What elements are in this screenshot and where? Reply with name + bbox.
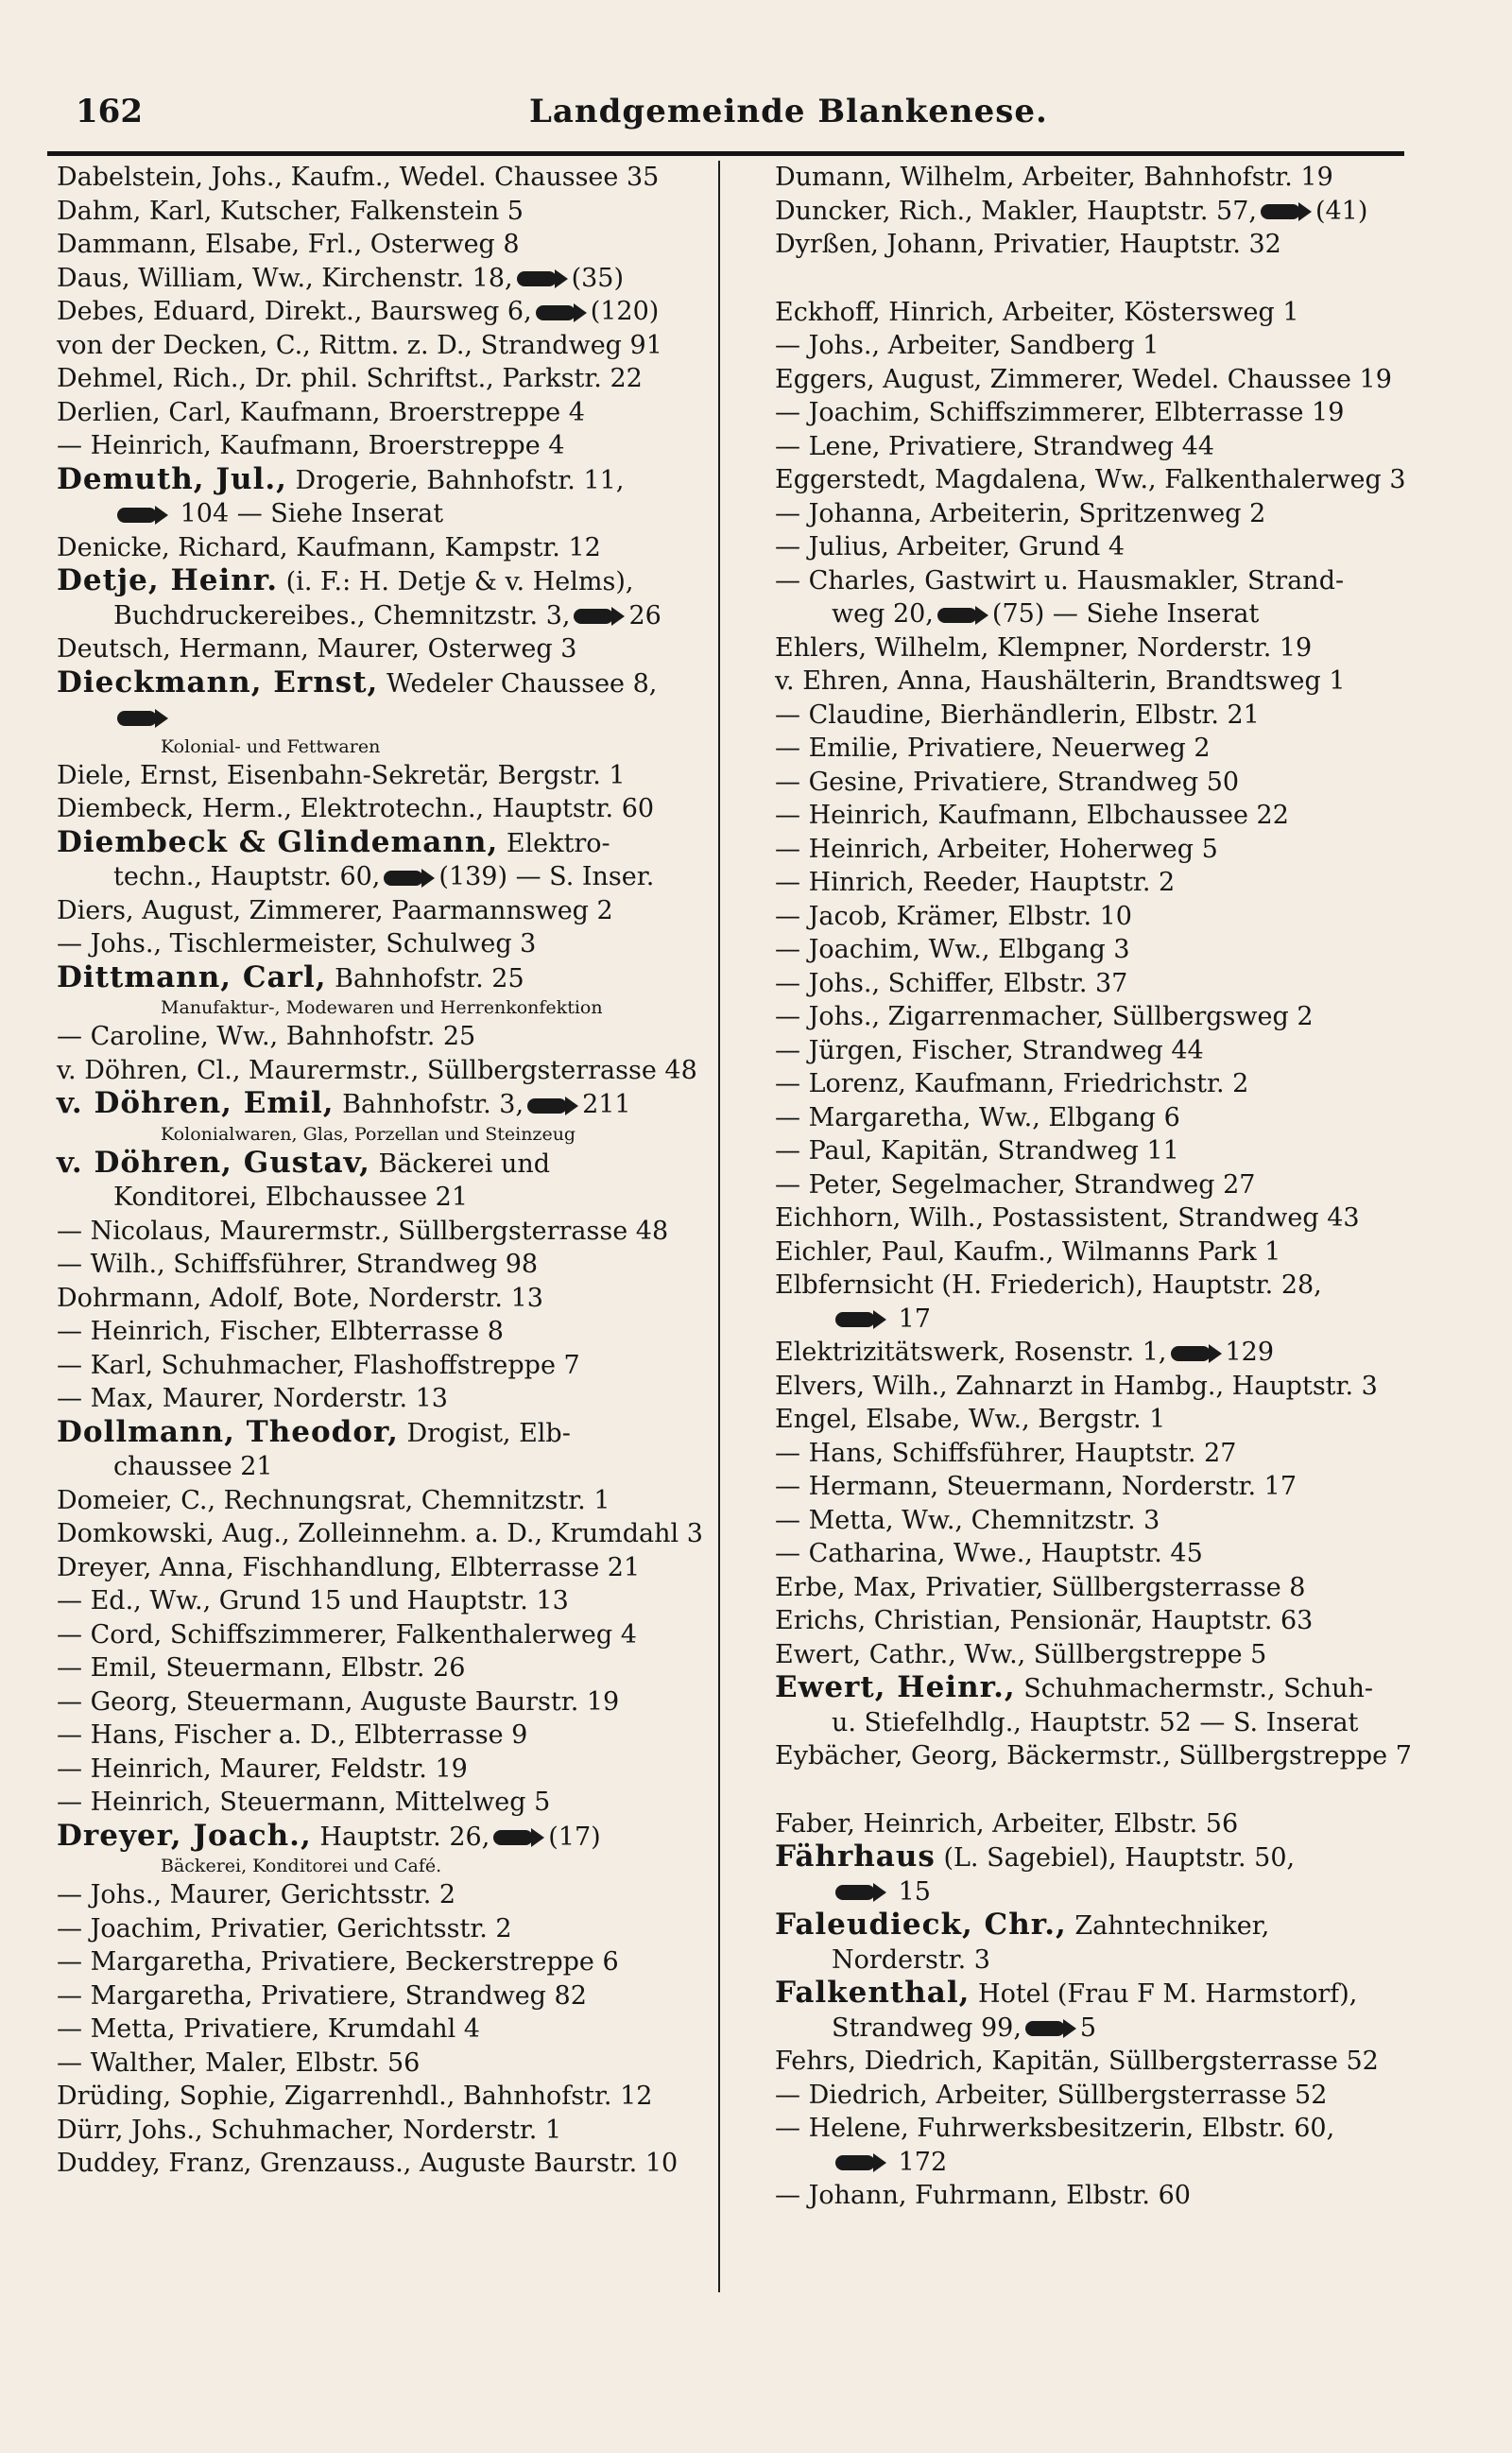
directory-entry [775,1000,1436,1034]
directory-entry [57,666,718,701]
entry-text: Fehrs, Diedrich, Kapitän, Süllbergsterrasse 52 [775,2047,1379,2076]
entry-text: Dürr, Johs., Schuhmacher, Norderstr. 1 [57,2115,562,2145]
directory-entry [57,826,718,861]
entry-text: — Diedrich, Arbeiter, Süllbergsterrasse 52 [775,2080,1328,2110]
entry-text: Denicke, Richard, Kaufmann, Kampstr. 12 [57,532,601,562]
entry-text: Dohrmann, Adolf, Bote, Norderstr. 13 [57,1283,543,1313]
entry-text: Dreyer, Anna, Fischhandlung, Elbterrasse 21 [57,1552,641,1582]
directory-entry [57,1912,718,1946]
running-title: Landgemeinde Blankenese. [529,93,1048,130]
directory-entry [57,1820,718,1855]
directory-entry [775,1403,1436,1437]
entry-text: Faber, Heinrich, Arbeiter, Elbstr. 56 [775,1808,1239,1839]
directory-entry [57,632,718,666]
entry-text: — Emilie, Privatiere, Neuerweg 2 [775,734,1211,763]
directory-entry [775,1807,1436,1841]
telephone-number: (17) [548,1822,601,1852]
directory-entry [775,665,1436,699]
left-column [57,161,718,2181]
entry-name-bold: Detje, Heinr. [57,563,279,597]
directory-entry [57,1416,718,1451]
directory-entry [57,329,718,363]
directory-entry [775,732,1436,766]
telephone-pointer-icon [493,1828,544,1847]
telephone-pointer-icon [384,869,435,888]
page-number: 162 [76,93,143,130]
directory-entry [57,564,718,599]
entry-text: Drogerie, Bahnhofstr. 11, [286,465,625,495]
directory-entry [775,228,1436,262]
entry-name-bold: Dieckmann, Ernst, [57,665,379,700]
entry-text: — Metta, Privatiere, Krumdahl 4 [57,2014,480,2044]
entry-text: — Lene, Privatiere, Strandweg 44 [775,431,1214,461]
entry-text: — Heinrich, Kaufmann, Broerstreppe 4 [57,431,565,460]
directory-entry [775,1101,1436,1135]
telephone-number: (75) — Siehe Inserat [991,599,1260,629]
directory-entry [57,894,718,928]
directory-entry [775,564,1436,598]
directory-entry [775,1671,1436,1706]
directory-entry [775,1604,1436,1638]
directory-entry [775,1067,1436,1101]
directory-entry [57,2114,718,2148]
entry-name-bold: Ewert, Heinr., [775,1670,1016,1704]
directory-entry [775,430,1436,464]
directory-entry [775,1977,1436,2012]
directory-entry [775,195,1436,229]
entry-text: Drogist, Elb- [398,1418,571,1448]
entry-text: — Johs., Arbeiter, Sandberg 1 [775,331,1160,360]
entry-text: Duncker, Rich., Makler, Hauptstr. 57, [775,196,1257,226]
telephone-pointer-icon [1025,2019,1076,2038]
telephone-pointer-icon [574,607,625,626]
telephone-number: 26 [628,600,662,631]
telephone-number: 211 [582,1090,631,1119]
entry-name-bold: Falkenthal, [775,1976,971,2010]
entry-text: weg 20, [832,599,934,629]
entry-text: Zahntechniker, [1066,1911,1270,1941]
directory-entry-continuation [775,2012,1436,2046]
entry-text: — Peter, Segelmacher, Strandweg 27 [775,1169,1256,1200]
entry-text: 172 [890,2147,948,2177]
entry-name-bold: Faleudieck, Chr., [775,1908,1067,1942]
entry-text: Strandweg 99, [832,2012,1022,2043]
directory-entry [57,1719,718,1753]
directory-entry [775,497,1436,531]
entry-text: — Georg, Steuermann, Auguste Baurstr. 19 [57,1686,620,1717]
directory-entry [57,1517,718,1551]
entry-text: Derlien, Carl, Kaufmann, Broerstreppe 4 [57,397,585,427]
directory-entry-continuation [57,1450,718,1484]
telephone-number: (41) [1314,196,1368,226]
entry-text: — Margaretha, Privatiere, Strandweg 82 [57,1980,587,2011]
telephone-pointer-icon [835,1883,886,1902]
entry-text: Eybächer, Georg, Bäckermstr., Süllbergstreppe 7 [775,1741,1412,1771]
directory-entry [57,429,718,463]
directory-entry [57,531,718,565]
entry-text: — Gesine, Privatiere, Strandweg 50 [775,767,1240,797]
page-header [76,93,1399,140]
entry-name-bold: Diembeck & Glindemann, [57,824,499,859]
directory-entry [775,1168,1436,1202]
entry-text: — Max, Maurer, Norderstr. 13 [57,1384,448,1413]
entry-text: Diele, Ernst, Eisenbahn-Sekretär, Bergstr. 1 [57,760,626,790]
entry-text: Deutsch, Hermann, Maurer, Osterweg 3 [57,634,577,664]
entry-text: — Ed., Ww., Grund 15 und Hauptstr. 13 [57,1586,569,1615]
directory-entry [775,1909,1436,1943]
entry-text: — Claudine, Bierhändlerin, Elbstr. 21 [775,700,1260,730]
entry-text: — Nicolaus, Maurermstr., Süllbergsterrasse 48 [57,1216,669,1246]
directory-entry [57,1315,718,1349]
directory-entry [57,362,718,396]
entry-text: Eichler, Paul, Kaufm., Wilmanns Park 1 [775,1236,1281,1267]
directory-entry [57,1753,718,1787]
entry-text: Hauptstr. 26, [311,1822,490,1852]
directory-entry [57,1551,718,1585]
directory-entry [775,161,1436,195]
section-gap [775,262,1436,296]
entry-text: — Johs., Tischlermeister, Schulweg 3 [57,929,537,959]
entry-text: — Walther, Maler, Elbstr. 56 [57,2047,421,2078]
entry-text: — Heinrich, Kaufmann, Elbchaussee 22 [775,801,1289,830]
entry-name-bold: Dollmann, Theodor, [57,1414,399,1449]
entry-text: v. Döhren, Cl., Maurermstr., Süllbergsterrasse 48 [57,1055,697,1085]
entry-text: — Johs., Zigarrenmacher, Süllbergsweg 2 [775,1002,1314,1031]
telephone-number: (35) [571,263,625,293]
entry-text: Norderstr. 3 [832,1944,990,1975]
directory-entry [775,766,1436,800]
directory-entry [775,699,1436,733]
entry-text: — Jürgen, Fischer, Strandweg 44 [775,1035,1204,1065]
directory-entry [775,1235,1436,1270]
entry-text: Dyrßen, Johann, Privatier, Hauptstr. 32 [775,230,1281,259]
entry-text: u. Stiefelhdlg., Hauptstr. 52 — S. Inserat [832,1707,1359,1737]
entry-text: Domkowski, Aug., Zolleinnehm. a. D., Krumdahl 3 [57,1519,703,1548]
entry-text: — Heinrich, Arbeiter, Hoherweg 5 [775,834,1218,864]
directory-entry [57,927,718,961]
directory-entry [775,1840,1436,1875]
directory-entry [775,1336,1436,1370]
directory-entry-continuation [57,1181,718,1215]
telephone-pointer-icon [536,303,587,322]
entry-text: Duddey, Franz, Grenzauss., Auguste Baurstr. 10 [57,2149,679,2178]
entry-text: — Catharina, Wwe., Hauptstr. 45 [775,1539,1203,1568]
directory-entry [775,296,1436,330]
section-gap [775,1773,1436,1807]
entry-name-bold: Demuth, Jul., [57,461,287,496]
directory-entry [775,833,1436,867]
business-note: Manufaktur-, Modewaren und Herrenkonfektion [161,997,603,1018]
directory-entry [57,1584,718,1618]
directory-entry [57,792,718,826]
entry-text: — Hans, Schiffsführer, Hauptstr. 27 [775,1438,1237,1468]
entry-text: Debes, Eduard, Direkt., Baursweg 6, [57,297,532,326]
entry-text: — Joachim, Privatier, Gerichtsstr. 2 [57,1913,512,1943]
directory-entry-continuation [57,599,718,633]
directory-entry [57,463,718,498]
entry-text: Konditorei, Elbchaussee 21 [113,1183,469,1212]
entry-text: — Cord, Schiffszimmerer, Falkenthalerweg 4 [57,1619,637,1650]
telephone-pointer-icon [937,606,988,625]
entry-text: Daus, William, Ww., Kirchenstr. 18, [57,263,513,293]
directory-entry [775,799,1436,833]
entry-text: — Lorenz, Kaufmann, Friedrichstr. 2 [775,1069,1249,1098]
directory-entry [775,1034,1436,1068]
entry-text: Bahnhofstr. 3, [334,1090,524,1119]
directory-entry [775,530,1436,564]
entry-text: Eichhorn, Wilh., Postassistent, Strandweg 43 [775,1203,1360,1233]
directory-entry [57,1484,718,1518]
entry-text: 17 [890,1304,931,1334]
directory-entry [775,2179,1436,2213]
entry-text: — Emil, Steuermann, Elbstr. 26 [57,1653,466,1683]
entry-text: Elektrizitätswerk, Rosenstr. 1, [775,1338,1167,1367]
directory-entry [57,1349,718,1383]
directory-entry [57,1878,718,1912]
directory-entry [57,1786,718,1820]
telephone-pointer-icon [117,709,168,728]
entry-text: techn., Hauptstr. 60, [113,862,381,891]
directory-entry-continuation [775,1875,1436,1909]
directory-entry [775,2112,1436,2146]
directory-entry [57,2147,718,2181]
entry-text: — Karl, Schuhmacher, Flashoffstreppe 7 [57,1350,580,1380]
directory-entry [775,1201,1436,1235]
entry-text: v. Ehren, Anna, Haushälterin, Brandtsweg 1 [775,666,1346,696]
header-rule [47,151,1404,156]
directory-entry [775,1537,1436,1571]
entry-text: Dammann, Elsabe, Frl., Osterweg 8 [57,230,520,259]
business-note: Kolonial- und Fettwaren [161,735,381,757]
entry-text: Wedeler Chaussee 8, [378,668,658,699]
entry-text: — Julius, Arbeiter, Grund 4 [775,532,1125,561]
directory-entry [775,1437,1436,1471]
entry-text: — Hans, Fischer a. D., Elbterrasse 9 [57,1720,528,1750]
telephone-pointer-icon [835,1310,886,1329]
entry-text: chaussee 21 [113,1452,273,1481]
directory-entry [775,1269,1436,1303]
directory-entry [57,295,718,329]
entry-name-bold: Fährhaus [775,1840,936,1874]
directory-entry-continuation [775,1706,1436,1740]
entry-text: (L. Sagebiel), Hauptstr. 50, [935,1843,1296,1873]
directory-entry [775,866,1436,900]
entry-text: — Johanna, Arbeiterin, Spritzenweg 2 [775,498,1266,528]
entry-name-bold: v. Döhren, Emil, [57,1086,335,1120]
directory-entry [57,396,718,430]
entry-text: Eckhoff, Hinrich, Arbeiter, Köstersweg 1 [775,297,1299,327]
directory-entry [57,759,718,793]
entry-text: — Joachim, Schiffszimmerer, Elbterrasse 19 [775,398,1345,427]
entry-name-bold: Dreyer, Joach., [57,1818,312,1853]
entry-text: — Joachim, Ww., Elbgang 3 [775,935,1130,964]
directory-entry [775,1504,1436,1538]
directory-entry [57,1618,718,1652]
entry-text: Diembeck, Herm., Elektrotechn., Hauptstr. 60 [57,794,655,823]
directory-entry [57,1945,718,1979]
directory-entry-continuation [775,1943,1436,1978]
directory-entry-continuation [775,2146,1436,2180]
directory-entry [57,1651,718,1685]
entry-text: Domeier, C., Rechnungsrat, Chemnitzstr. 1 [57,1485,610,1515]
entry-text: Bahnhofstr. 25 [326,963,524,993]
directory-entry [57,2047,718,2081]
directory-entry [57,2012,718,2047]
directory-entry-continuation [57,700,718,734]
entry-text: Schuhmachermstr., Schuh- [1015,1674,1374,1703]
directory-entry [775,396,1436,430]
directory-entry-continuation [775,1303,1436,1337]
directory-entry [57,1087,718,1122]
directory-entry [57,262,718,296]
telephone-number: (120) [590,297,660,326]
entry-text: — Heinrich, Steuermann, Mittelweg 5 [57,1788,551,1817]
entry-text: — Heinrich, Fischer, Elbterrasse 8 [57,1317,504,1346]
directory-entry [775,1739,1436,1773]
business-note: Bäckerei, Konditorei und Café. [161,1856,442,1876]
entry-text: — Johs., Maurer, Gerichtsstr. 2 [57,1880,456,1909]
entry-text: Elektro- [498,828,610,858]
directory-entry-continuation [57,497,718,531]
telephone-number: (139) — S. Inser. [438,862,655,891]
entry-text: Ehlers, Wilhelm, Klempner, Norderstr. 19 [775,632,1313,663]
directory-entry [57,1282,718,1316]
directory-entry [57,195,718,229]
directory-entry [775,329,1436,363]
directory-entry [57,1215,718,1249]
entry-text: Dabelstein, Johs., Kaufm., Wedel. Chaussee 35 [57,163,660,192]
entry-text: Dahm, Karl, Kutscher, Falkenstein 5 [57,196,524,226]
entry-text: — Wilh., Schiffsführer, Strandweg 98 [57,1250,539,1279]
entry-text: Elbfernsicht (H. Friederich), Hauptstr. 28, [775,1270,1322,1300]
directory-entry [775,363,1436,397]
directory-entry [57,1054,718,1088]
directory-entry [57,1979,718,2013]
telephone-number: 129 [1225,1338,1275,1367]
entry-text: (i. F.: H. Detje & v. Helms), [278,567,634,596]
telephone-number: 5 [1079,2012,1097,2043]
entry-text: Erbe, Max, Privatier, Süllbergsterrasse 8 [775,1572,1306,1602]
directory-entry [57,961,718,996]
entry-text: — Johann, Fuhrmann, Elbstr. 60 [775,2181,1191,2210]
entry-text: — Charles, Gastwirt u. Hausmakler, Strand- [775,565,1345,596]
directory-entry [775,463,1436,497]
entry-text: 15 [890,1876,931,1907]
directory-entry [775,933,1436,967]
directory-entry [775,631,1436,665]
entry-text: — Hermann, Steuermann, Norderstr. 17 [775,1472,1297,1501]
directory-entry [775,900,1436,934]
entry-text: — Paul, Kapitän, Strandweg 11 [775,1136,1179,1166]
entry-text: — Metta, Ww., Chemnitzstr. 3 [775,1505,1160,1535]
entry-text: Dehmel, Rich., Dr. phil. Schriftst., Parkstr. 22 [57,364,643,393]
entry-text: Drüding, Sophie, Zigarrenhdl., Bahnhofstr. 12 [57,2082,653,2111]
directory-entry [57,228,718,262]
entry-text: — Helene, Fuhrwerksbesitzerin, Elbstr. 60, [775,2114,1335,2143]
telephone-pointer-icon [117,506,168,525]
entry-text: — Margaretha, Ww., Elbgang 6 [775,1102,1180,1132]
entry-text: — Caroline, Ww., Bahnhofstr. 25 [57,1022,476,1051]
entry-text: Elvers, Wilh., Zahnarzt in Hambg., Hauptstr. 3 [775,1371,1378,1401]
telephone-pointer-icon [835,2153,886,2172]
entry-text: Ewert, Cathr., Ww., Süllbergstreppe 5 [775,1639,1267,1669]
entry-text: — Hinrich, Reeder, Hauptstr. 2 [775,868,1176,897]
directory-entry [57,1020,718,1054]
telephone-pointer-icon [517,269,568,288]
directory-entry-continuation [57,860,718,894]
directory-entry [57,161,718,195]
directory-entry [775,2045,1436,2079]
entry-text: Diers, August, Zimmerer, Paarmannsweg 2 [57,895,613,925]
entry-text: — Heinrich, Maurer, Feldstr. 19 [57,1753,468,1784]
entry-text: Erichs, Christian, Pensionär, Hauptstr. 63 [775,1606,1314,1635]
right-column [775,161,1436,2213]
entry-text: Bäckerei und [369,1149,551,1179]
entry-text: — Johs., Schiffer, Elbstr. 37 [775,968,1128,998]
entry-text: Dumann, Wilhelm, Arbeiter, Bahnhofstr. 19 [775,163,1333,192]
directory-entry [57,1147,718,1182]
directory-entry [57,1248,718,1282]
directory-entry [775,967,1436,1001]
directory-entry [57,2080,718,2114]
business-note: Kolonialwaren, Glas, Porzellan und Steinzeug [161,1123,576,1145]
entry-name-bold: v. Döhren, Gustav, [57,1145,370,1180]
entry-text: 104 — Siehe Inserat [172,499,444,528]
column-divider [718,161,720,2292]
entry-text: — Jacob, Krämer, Elbstr. 10 [775,901,1132,931]
directory-entry [57,1685,718,1719]
entry-text: Eggerstedt, Magdalena, Ww., Falkenthalerweg 3 [775,465,1406,494]
entry-text: Hotel (Frau F M. Harmstorf), [970,1979,1358,2009]
telephone-pointer-icon [527,1097,578,1115]
entry-text: — Margaretha, Privatiere, Beckerstreppe 6 [57,1947,619,1977]
directory-entry [775,1134,1436,1168]
directory-entry-continuation [775,597,1436,631]
directory-entry [775,1370,1436,1404]
directory-entry [57,1382,718,1416]
entry-name-bold: Dittmann, Carl, [57,959,327,994]
directory-entry [775,1470,1436,1504]
directory-entry [775,1638,1436,1672]
directory-entry [775,1571,1436,1605]
entry-text: Engel, Elsabe, Ww., Bergstr. 1 [775,1405,1166,1434]
entry-text: von der Decken, C., Rittm. z. D., Strandweg 91 [57,330,662,360]
entry-text: Buchdruckereibes., Chemnitzstr. 3, [113,600,571,631]
telephone-pointer-icon [1171,1344,1222,1363]
directory-entry [775,2079,1436,2113]
entry-text: Eggers, August, Zimmerer, Wedel. Chaussee 19 [775,364,1392,394]
telephone-pointer-icon [1261,202,1312,221]
